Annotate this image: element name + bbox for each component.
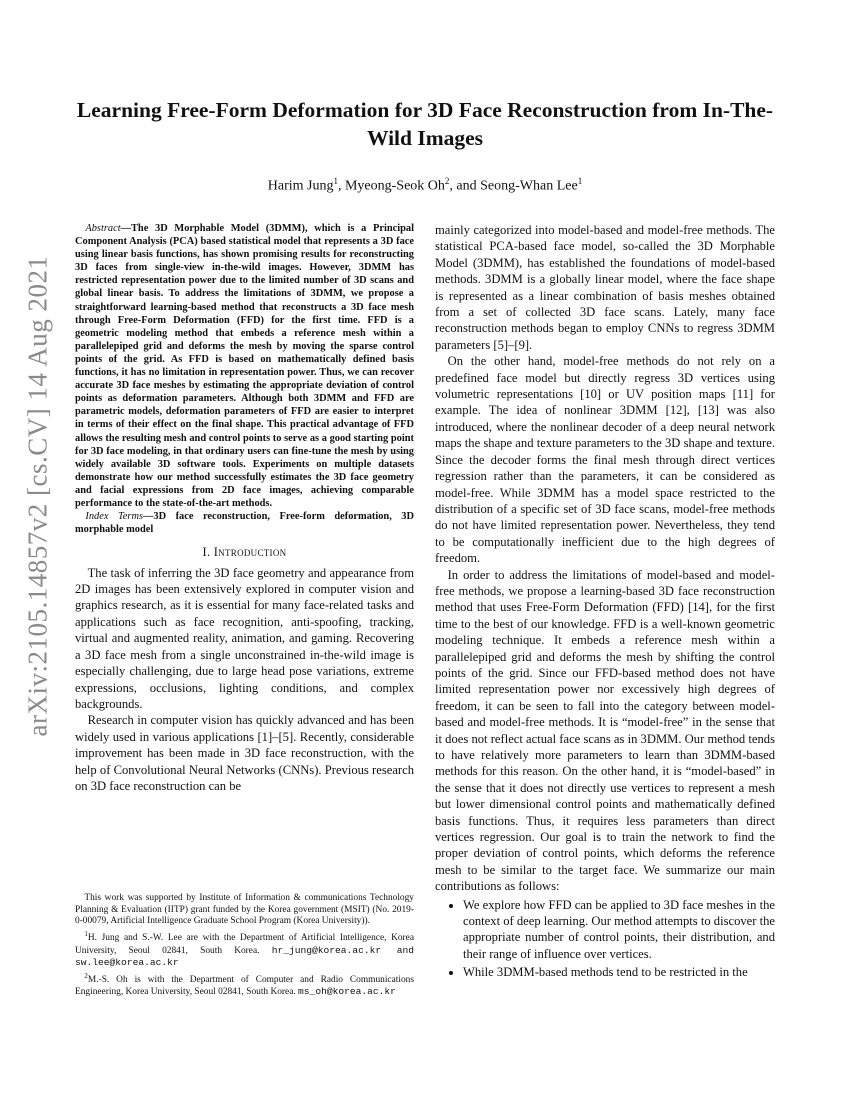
footnotes [75, 893, 414, 1000]
index-terms: Index Terms—3D face reconstruction, Free-form deformation, 3D morphable model [75, 511, 415, 536]
contribution-item-1: • We explore how FFD can be applied to 3D face meshes in the context of deep learning. Our method attempts to discover the appropriate number of control points, their distribution, and their range of influence over vertices. [463, 897, 775, 963]
index-terms-label: Index Terms [85, 511, 143, 523]
footnote-funding: This work was supported by Institute of Information & communications Technology Planning & Evaluation (IITP) grant funded by the Korea government (MSIT) (No. 2019-0-00079, Artificial Intelligence Graduate School Program (Korea University)). [75, 893, 414, 927]
footnote-email-2: ms_oh@korea.ac.kr [298, 986, 396, 998]
paper-title: Learning Free-Form Deformation for 3D Face Reconstruction from In-The-Wild Images [76, 98, 774, 150]
abstract: Abstract—The 3D Morphable Model (3DMM), which is a Principal Component Analysis (PCA) based statistical model that represents a 3D face using linear basis functions, has shown promising results for reconstructing 3D faces from single-view in-the-wild images. However, 3DMM has restricted representation power due to the limited number of 3D scans and global linear basis. To address the limitations of 3DMM, we propose a straightforward learning-based method that reconstructs a 3D face mesh through Free-Form Deformation (FFD) for the first time. FFD is a geometric modeling method that embeds a reference mesh within a parallelepiped grid and deforms the mesh by moving the sparse control points of the grid. As FFD is based on mathematically defined basis functions, it has no limitation in representation power. Thus, we can recover accurate 3D face meshes by estimating the appropriate deviation of control points as deformation parameters. Although both 3DMM and FFD are parametric models, deformation parameters of FFD are easier to interpret in terms of their effect on the final shape. This practical advantage of FFD allows the resulting mesh and control points to serve as a good starting point for 3D face modeling, in that ordinary users can fine-tune the mesh by using widely available 3D software tools. Experiments on multiple datasets demonstrate how our method successfully estimates the 3D face geometry and facial expressions from 2D face images, achieving comparable performance to the state-of-the-art methods. [75, 223, 414, 509]
right-paragraph-0: mainly categorized into model-based and model-free methods. The statistical PCA-based face model, so-called the 3D Morphable Model (3DMM), has established the foundations of model-based methods. 3DMM is a globally linear model, where the face shape is represented as a linear combination of basis meshes obtained from a set of collected 3D face scans. Lately, many face reconstruction methods began to employ CNNs to regress 3DMM parameters [5]–[9]. [435, 223, 775, 352]
abstract-label: Abstract [85, 223, 121, 234]
abstract-text: The 3D Morphable Model (3DMM), which is a Principal Component Analysis (PCA) based statistical model that represents a 3D face using linear basis functions, has shown promising results for reconstructing 3D faces from single-view in-the-wild images. However, 3DMM has restricted representation power due to the limited number of 3D scans and global linear basis. To address the limitations of 3DMM, we propose a straightforward learning-based method that reconstructs a 3D face mesh through Free-Form Deformation (FFD) for the first time. FFD is a geometric modeling method that embeds a reference mesh within a parallelepiped grid and deforms the mesh by moving the sparse control points of the grid. As FFD is based on mathematically defined basis functions, it has no limitation in representation power. Thus, we can recover accurate 3D face meshes by estimating the appropriate deviation of control points as deformation parameters. Although both 3DMM and FFD are parametric models, deformation parameters of FFD are easier to interpret in terms of their effect on the final shape. This practical advantage of FFD allows the resulting mesh and control points to serve as a good starting point for 3D face modeling, in that ordinary users can fine-tune the mesh by using widely available 3D software tools. Experiments on multiple datasets demonstrate how our method successfully estimates the 3D face geometry and facial expressions from 2D face images, achieving comparable performance to the state-of-the-art methods. [75, 223, 414, 509]
intro-paragraph-2: Research in computer vision has quickly advanced and has been widely used in various applications [1]–[5]. Recently, considerable improvement has been made in 3D face reconstruction, with the help of Convolutional Neural Networks (CNNs). Previous research on 3D face reconstruction can be [75, 713, 414, 793]
author-3: , and Seong-Whan Lee [449, 178, 578, 194]
footnote-affiliation-2: $^2$M.-S. Oh is with the Department of Computer and Radio Communications Engineering, Korea University, Seoul 02841, South Korea. ms_oh@korea.ac.kr [75, 971, 414, 998]
contribution-list [435, 897, 775, 981]
footnote-affiliation-1: $^1$H. Jung and S.-W. Lee are with the Department of Artificial Intelligence, Korea University, Seoul 02841, South Korea. hr_jung@korea.ac.kr and sw.lee@korea.ac.kr [75, 929, 415, 969]
right-column [435, 222, 775, 983]
author-2: , Myeong-Seok Oh [337, 178, 445, 194]
author-3-affiliation: 1 [577, 176, 583, 186]
right-paragraph-1: On the other hand, model-free methods do not rely on a predefined face model but directly regress 3D vertices using volumetric representations [10] or UV position maps [11] for example. The idea of nonlinear 3DMM [12], [13] was also introduced, where the nonlinear decoder of a deep neural network maps the shape and texture parameters to the 3D shape and texture. Since the decoder forms the final mesh through direct vertices regression rather than the parameters, it can be considered as model-free. While 3DMM has a model space restricted to the distribution of a specific set of 3D face scans, model-free methods do not have limited representation power. Nevertheless, they tend to be computationally inefficient due to the high degrees of freedom. [435, 354, 775, 566]
section-heading-introduction: I. Introduction [202, 545, 287, 560]
right-paragraph-2: In order to address the limitations of model-based and model-free methods, we propose a learning-based 3D face reconstruction method that uses Free-Form Deformation (FFD) [14], for the first time to the best of our knowledge. FFD is a well-known geometric modeling technique. It embeds a reference mesh within a parallelepiped grid and deforms the mesh by shifting the control points of the grid. Since our FFD-based method does not have limited representation power nor excessively high degrees of freedom, it can be seen to fall into the category between model-based and model-free methods. It is “model-free” in the sense that it does not reflect actual face scans as in 3DMM. Our method tends to have relatively more parameters to learn than 3DMM-based methods for this reason. On the other hand, it is “model-based” in the sense that it does not directly use vertices to represent a mesh but lower dimensional control points and mathematically defined basis functions. Thus, it requires less parameters than direct vertices regression. Our goal is to train the network to find the proper deviation of control points, which deforms the reference mesh to be similar to the target face. We summarize our main contributions as follows: [435, 567, 775, 894]
footnote-email-1: hr_jung@korea.ac.kr and sw.lee@korea.ac.kr [75, 944, 415, 969]
arxiv-identifier-stamp [18, 255, 58, 737]
arxiv-identifier-text: arXiv:2105.14857v2 [cs.CV] 14 Aug 2021 [22, 255, 53, 737]
author-1-affiliation: 1 [333, 176, 338, 186]
contribution-item-2: • While 3DMM-based methods tend to be restricted in the [463, 964, 775, 980]
author-1: Harim Jung [267, 178, 334, 194]
index-terms-text: 3D face reconstruction, Free-form deformation, 3D morphable model [75, 511, 415, 536]
left-column [75, 222, 414, 794]
author-list [70, 176, 780, 195]
author-2-affiliation: 2 [444, 176, 450, 186]
intro-paragraph-1: The task of inferring the 3D face geometry and appearance from 2D images has been extensively explored in computer vision and graphics research, as it is essential for many face-related tasks and applications such as face recognition, anti-spoofing, tracking, virtual and augmented reality, animation, and gaming. Recovering a 3D face mesh from a single unconstrained in-the-wild image is especially challenging, due to large head pose variations, extreme expressions, occlusions, lighting conditions, and complex backgrounds. [75, 565, 414, 711]
